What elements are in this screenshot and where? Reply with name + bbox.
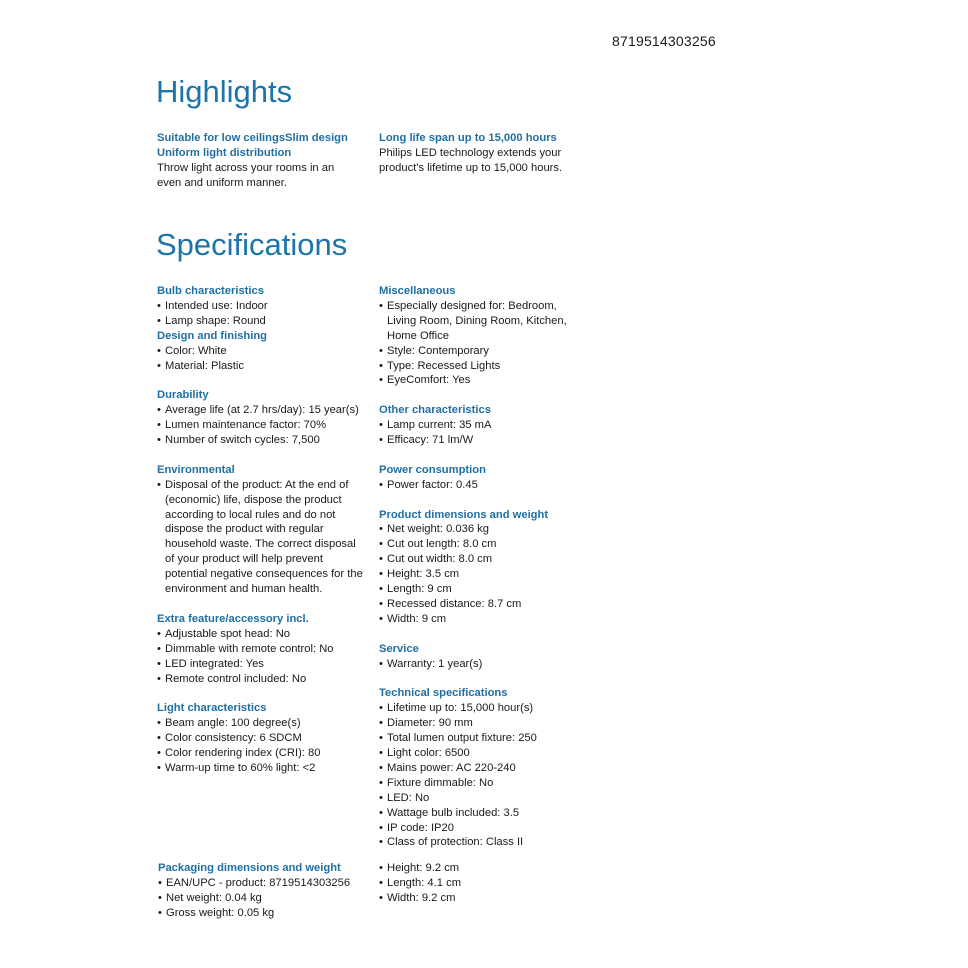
spec-item: • Average life (at 2.7 hrs/day): 15 year(s) [157,403,372,418]
spec-section-title: Product dimensions and weight [379,508,549,521]
spec-item: • Especially designed for: Bedroom, Living Room, Dining Room, Kitchen, Home Office [379,299,587,344]
spec-column-right [379,284,594,850]
spec-section-durability [157,388,372,448]
spec-item: • Material: Plastic [157,359,372,374]
spec-item: • Dimmable with remote control: No [157,642,372,657]
spec-item: • Adjustable spot head: No [157,627,372,642]
spec-item: • Length: 9 cm [379,582,594,597]
highlight-heading: Long life span up to 15,000 hours [379,132,557,144]
spec-item: • Lamp current: 35 mA [379,418,594,433]
spec-section-title: Extra feature/accessory incl. [157,612,309,625]
spec-section-other [379,403,594,448]
spec-item: • Class of protection: Class II [379,835,594,850]
spec-item: • EAN/UPC - product: 8719514303256 [158,876,378,891]
spec-item: • Cut out width: 8.0 cm [379,552,594,567]
highlight-heading: Uniform light distribution [157,146,292,159]
spec-column-left [157,284,372,776]
spec-item: • Cut out length: 8.0 cm [379,537,594,552]
spec-item: • Wattage bulb included: 3.5 [379,806,594,821]
spec-section-title: Packaging dimensions and weight [158,862,341,874]
spec-item: • Color: White [157,344,372,359]
spec-item: • EyeComfort: Yes [379,373,594,388]
spec-section-title: Technical specifications [379,687,508,700]
highlight-left [157,131,372,191]
spec-item: • Beam angle: 100 degree(s) [157,716,372,731]
spec-section-title: Miscellaneous [379,285,456,297]
highlight-heading: Suitable for low ceilingsSlim design [157,132,348,144]
spec-section-product-dimensions [379,508,594,627]
spec-item: • Mains power: AC 220-240 [379,761,594,776]
spec-section-title: Other characteristics [379,404,491,417]
spec-item: • Color consistency: 6 SDCM [157,731,372,746]
spec-section-environmental [157,463,372,597]
spec-item: • Net weight: 0.036 kg [379,522,594,537]
highlight-right [379,131,594,176]
spec-section-packaging-continued [379,861,594,906]
spec-section-technical [379,686,594,850]
highlight-text: Throw light across your rooms in an even and uniform manner. [157,161,335,189]
spec-item: • Height: 3.5 cm [379,567,594,582]
spec-item: • Width: 9 cm [379,612,594,627]
spec-item: • Gross weight: 0.05 kg [158,906,378,921]
spec-item: • Intended use: Indoor [157,299,372,314]
spec-item: • Lifetime up to: 15,000 hour(s) [379,701,594,716]
spec-item: • Lamp shape: Round [157,314,372,329]
spec-section-title: Design and finishing [157,329,268,342]
highlight-text: Philips LED technology extends your product's lifetime up to 15,000 hours. [379,146,563,174]
spec-section-miscellaneous [379,284,594,388]
spec-item: • Efficacy: 71 lm/W [379,433,594,448]
spec-item: • Number of switch cycles: 7,500 [157,433,372,448]
spec-section-power [379,463,594,493]
spec-item: • Fixture dimmable: No [379,776,594,791]
spec-section-title: Power consumption [379,463,486,476]
spec-section-design [157,329,372,374]
spec-section-bulb [157,284,372,329]
spec-item: • Lumen maintenance factor: 70% [157,418,372,433]
spec-item: • Height: 9.2 cm [379,861,594,876]
product-code: 8719514303256 [612,33,716,49]
spec-item: • Net weight: 0.04 kg [158,891,378,906]
spec-item: • LED: No [379,791,594,806]
spec-item: • Warm-up time to 60% light: <2 [157,761,372,776]
spec-item: • Disposal of the product: At the end of (economic) life, dispose the product according to local rules and do not dispose the product with regular household waste. The correct disposal of your product will help prevent potential negative consequences for the environment and human health. [157,478,365,597]
spec-item: • Warranty: 1 year(s) [379,657,594,672]
spec-section-title: Service [379,642,419,655]
spec-section-extra-feature [157,612,372,687]
spec-item: • IP code: IP20 [379,821,594,836]
spec-item: • Diameter: 90 mm [379,716,594,731]
spec-section-title: Bulb characteristics [157,285,264,297]
spec-section-title: Environmental [157,463,235,476]
spec-section-title: Light characteristics [157,702,267,715]
spec-item: • Width: 9.2 cm [379,891,594,906]
spec-item: • Type: Recessed Lights [379,359,594,374]
specifications-title: Specifications [156,227,348,262]
spec-section-packaging [158,861,378,921]
spec-item: • Light color: 6500 [379,746,594,761]
spec-item: • Color rendering index (CRI): 80 [157,746,372,761]
highlights-title: Highlights [156,74,293,109]
spec-item: • Remote control included: No [157,672,372,687]
spec-item: • LED integrated: Yes [157,657,372,672]
spec-section-title: Durability [157,389,209,402]
spec-item: • Power factor: 0.45 [379,478,594,493]
spec-section-service [379,642,594,672]
spec-item: • Style: Contemporary [379,344,594,359]
spec-item: • Recessed distance: 8.7 cm [379,597,594,612]
spec-item: • Length: 4.1 cm [379,876,594,891]
spec-item: • Total lumen output fixture: 250 [379,731,594,746]
spec-section-light [157,701,372,776]
